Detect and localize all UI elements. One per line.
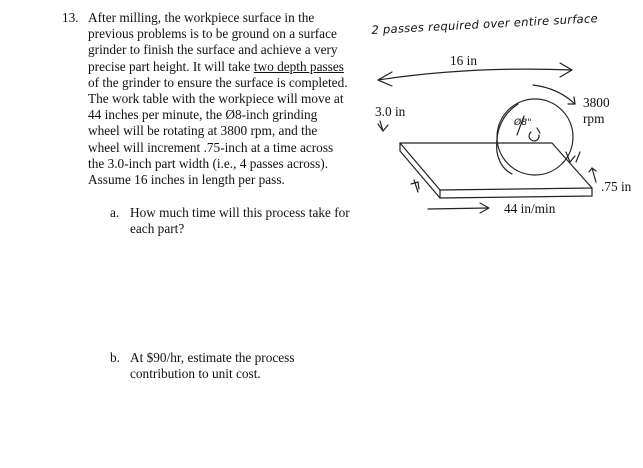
- problem-text-before: After milling, the workpiece surface in the previous problems is to be ground on a surface grinder to finish the surface and achieve a very precise part height. It will take: [88, 10, 338, 74]
- length-arrow-line: [378, 69, 572, 80]
- handwritten-passes-note: 2 passes required over entire surface: [371, 11, 599, 37]
- problem-text-after: of the grinder to ensure the surface is completed. The work table with the workpiece will move at 44 inches per minute, the Ø8-inch grinding wheel will be rotating at 3800 rpm, and the wheel will increment .75-inch at a time across the 3.0-inch part width (i.e., 4 passes across). Assume 16 inches in length per pass.: [88, 74, 348, 188]
- rpm-unit-label: rpm: [583, 111, 605, 126]
- wheel-hub-tick: [537, 128, 540, 133]
- part-a-letter: a.: [110, 205, 120, 220]
- rpm-value-label: 3800: [583, 95, 610, 110]
- problem-number: 13.: [62, 10, 79, 25]
- rotation-arrow: [533, 85, 575, 104]
- increment-label: .75 in: [601, 179, 632, 194]
- problem-underlined-text: two depth passes: [253, 58, 344, 74]
- part-b-question: At $90/hr, estimate the process contribution to unit cost.: [130, 350, 295, 382]
- wheel-hub-arc: [529, 132, 539, 141]
- part-a-question: How much time will this process take for each part?: [130, 205, 350, 237]
- feed-label: 44 in/min: [504, 201, 556, 216]
- grinding-wheel: [497, 99, 573, 175]
- length-label: 16 in: [450, 53, 477, 68]
- width-bottom-arrowhead: [411, 182, 419, 189]
- width-label: 3.0 in: [375, 104, 406, 119]
- diameter-label: Ø8": [514, 118, 532, 128]
- workpiece-top-face: [400, 143, 592, 190]
- increment-mark-2: [576, 152, 580, 162]
- feed-arrow-line: [428, 208, 488, 209]
- part-b-letter: b.: [110, 350, 120, 365]
